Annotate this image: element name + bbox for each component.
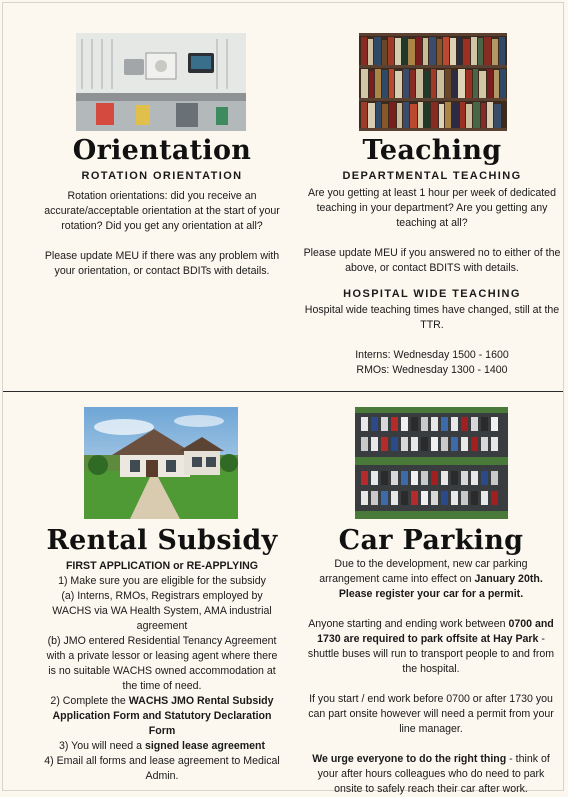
- rmos-teaching-time: RMOs: Wednesday 1300 - 1400: [356, 364, 508, 376]
- interns-teaching-time: Interns: Wednesday 1500 - 1600: [355, 349, 509, 361]
- hospital-wide-teaching-subheading: HOSPITAL WIDE TEACHING: [343, 288, 521, 300]
- house-image: [84, 407, 238, 519]
- rental-subsidy-section: [43, 525, 281, 784]
- rental-subsidy-subheading: FIRST APPLICATION or RE-APPLYING: [65, 560, 259, 572]
- teaching-paragraph-1: Are you getting at least 1 hour per week of dedicated teaching in your department? Are you getting any teaching at all?: [308, 187, 556, 229]
- orientation-heading: Orientation: [72, 135, 252, 166]
- teaching-paragraph-3: Hospital wide teaching times have changed, still at the TTR.: [304, 304, 560, 331]
- rental-subsidy-heading: Rental Subsidy: [46, 525, 278, 556]
- rental-step-1: 1) Make sure you are eligible for the subsidy: [58, 575, 266, 587]
- bookshelf-image: [359, 33, 507, 131]
- parking-paragraph-4: We urge everyone to do the right thing - think of your after hours colleagues who do need to park onsite to safely reach their car after work.: [312, 753, 550, 795]
- section-divider: [3, 391, 563, 392]
- orientation-paragraph-2: Please update MEU if there was any problem with your orientation, or contact BDITs with details.: [44, 250, 280, 277]
- rental-step-2: 2) Complete the WACHS JMO Rental Subsidy Application Form and Statutory Declaration Form: [50, 695, 274, 737]
- rental-step-4: 4) Email all forms and lease agreement to Medical Admin.: [44, 755, 280, 782]
- parking-paragraph-3: If you start / end work before 0700 or after 1730 you can part onsite however will need a permit from your line manager.: [308, 693, 554, 735]
- car-park-image: [355, 407, 508, 519]
- orientation-paragraph-1: Rotation orientations: did you receive an accurate/acceptable orientation at the start of your rotation? Did you get any orientation at all?: [44, 190, 280, 232]
- orientation-subheading: ROTATION ORIENTATION: [81, 170, 243, 182]
- departmental-teaching-subheading: DEPARTMENTAL TEACHING: [342, 170, 522, 182]
- flyer-page: [2, 2, 564, 795]
- rental-step-1b: (b) JMO entered Residential Tenancy Agreement with a private lessor or leasing agent where there is no suitable WACHS owned accommodation at the time of need.: [46, 635, 278, 692]
- parking-paragraph-2: Anyone starting and ending work between 0700 and 1730 are required to park offsite at Hay Park - shuttle buses will run to transport people to and from the hospital.: [307, 618, 555, 675]
- rental-step-3: 3) You will need a signed lease agreement: [58, 740, 266, 752]
- parking-paragraph-1: Due to the development, new car parking arrangement came into effect on January 20th. Please register your car for a permit.: [319, 558, 543, 600]
- teaching-section: [301, 135, 563, 378]
- rental-step-1a: (a) Interns, RMOs, Registrars employed by WACHS via WA Health System, AMA industrial agreement: [52, 590, 272, 632]
- hospital-equipment-image: [76, 33, 246, 131]
- teaching-paragraph-2: Please update MEU if you answered no to either of the above, or contact BDITS with details.: [303, 247, 561, 274]
- car-parking-heading: Car Parking: [338, 525, 524, 556]
- teaching-heading: Teaching: [362, 135, 502, 166]
- orientation-section: [43, 135, 281, 279]
- car-parking-section: [303, 525, 559, 797]
